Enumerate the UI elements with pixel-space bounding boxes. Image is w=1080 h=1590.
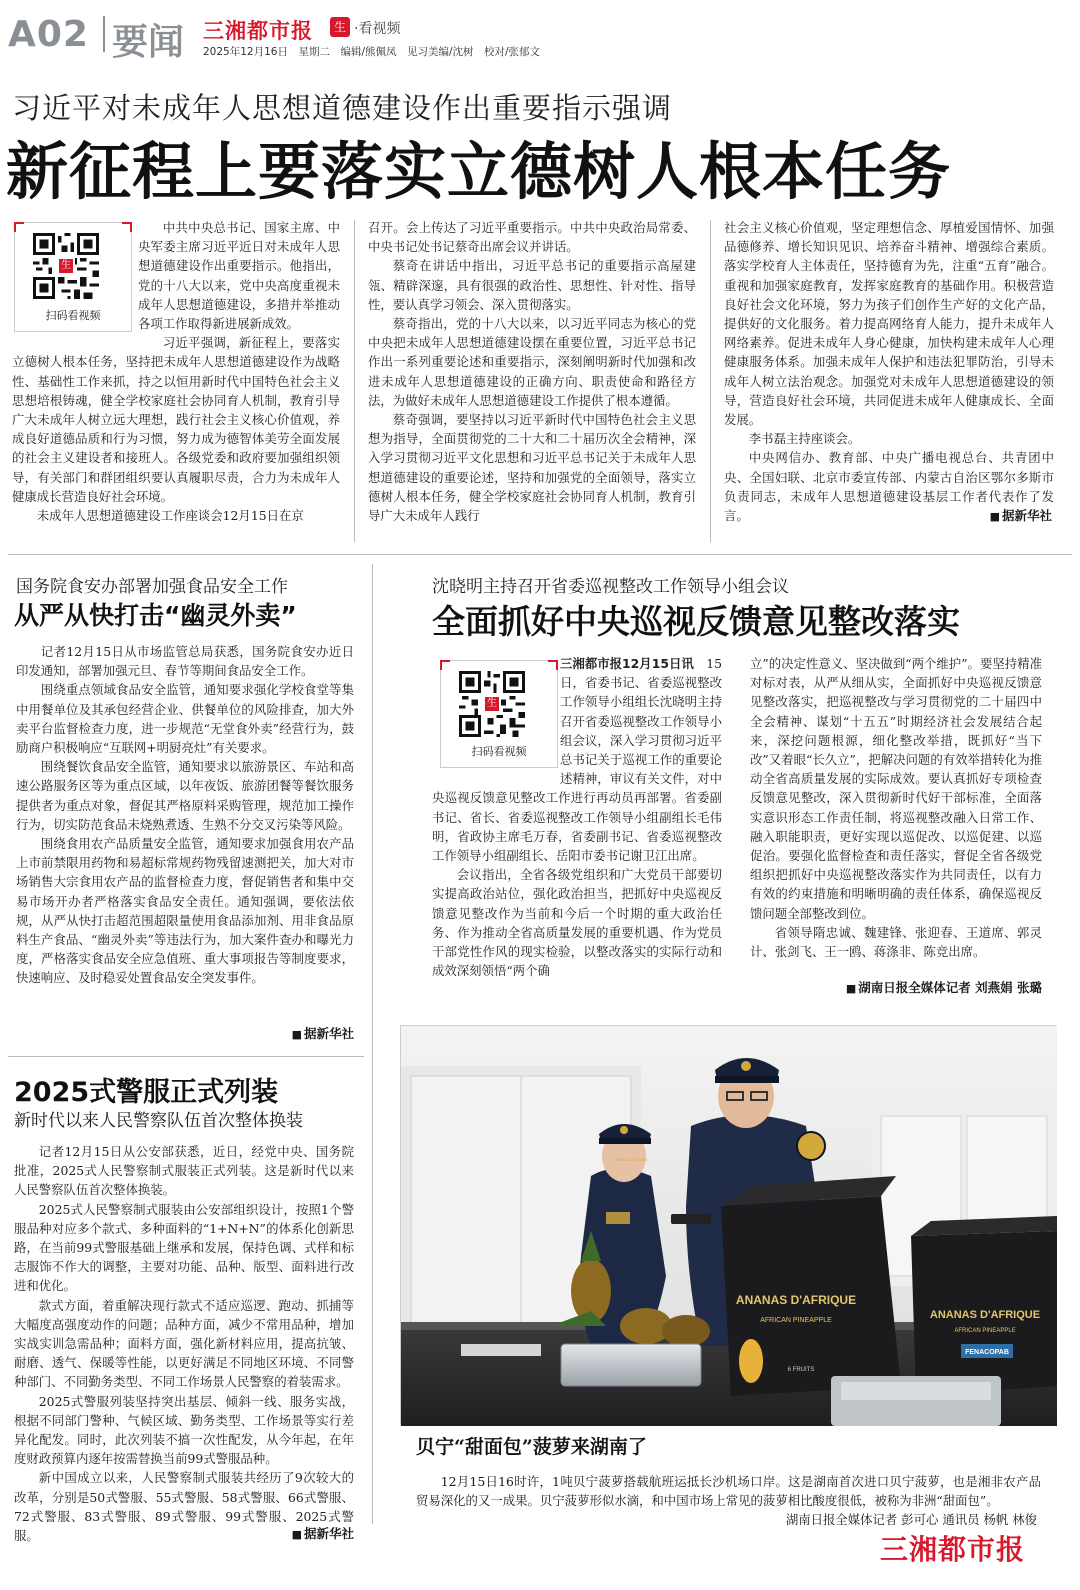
box-right-sublabel: AFRICAN PINEAPPLE xyxy=(954,1328,1016,1334)
food-headline: 从严从快打击“幽灵外卖” xyxy=(14,601,297,630)
police-paragraph: 2025式警服列装坚持突出基层、倾斜一线、服务实战，根据不同部门警种、气候区域、勤务类型、工作场景等实行差异化配发。同时，此次列装不搞一次性配发，从今年起，在年度财政预算内逐年按需替换当前99式警服品种。 xyxy=(14,1393,354,1467)
section-rule xyxy=(8,1056,364,1057)
police-subtitle: 新时代以来人民警察队伍首次整体换装 xyxy=(14,1111,303,1131)
qr-label: 扫码看视频 xyxy=(45,309,101,322)
photo-caption xyxy=(416,1472,1041,1530)
food-kicker: 国务院食安办部署加强食品安全工作 xyxy=(16,577,288,597)
inspection-kicker: 沈晓明主持召开省委巡视整改工作领导小组会议 xyxy=(432,577,789,597)
lead-byline: ■ 据新华社 xyxy=(989,508,1052,523)
inspection-paragraph: 省领导隋忠诚、魏建锋、张迎春、王道席、郭灵计、张剑飞、王一鸥、蒋涤非、陈竞出席。 xyxy=(750,924,1042,960)
lead-paragraph: 未成年人思想道德建设工作座谈会12月15日在京 xyxy=(36,508,304,524)
photo-caption-title: 贝宁“甜面包”菠萝来湖南了 xyxy=(416,1436,647,1458)
footer-masthead-logo: 三湘都市报 xyxy=(880,1533,1026,1566)
police-paragraph: 款式方面，着重解决现行款式不适应巡逻、跑动、抓捕等大幅度高强度动作的问题；品种方面，减少不常用品种，增加实战实训急需品种；面料方面，强化新材料应用，提高抗皱、耐磨、透气、保暖等性能，以更好满足不同地区环境、不同警种部门、不同勤务类型、不同工作场景人民警察的着装需求。 xyxy=(14,1297,354,1390)
section-rule xyxy=(8,554,1072,555)
box-right xyxy=(911,1216,1057,1396)
police-headline: 2025式警服正式列装 xyxy=(14,1077,279,1108)
inspection-dateline: 三湘都市报12月15日讯 xyxy=(560,656,694,671)
officer-badge-text: CHINA CUSTOMS xyxy=(614,1157,648,1162)
paper-sheet xyxy=(461,1344,541,1356)
pineapple-print-icon xyxy=(739,1339,763,1383)
lead-paragraph: 社会主义核心价值观，坚定理想信念、厚植爱国情怀、加强品德修养、增长知识见识、培养奋斗精神、增强综合素质。落实学校育人主体责任，坚持德育为先，注重“五育”融合。重视和加强家庭教育，发挥家庭教育的基础作用。积极营造良好社会文化环境，努力为孩子们创作生产好的文化产品，提供好的文化服务。着力提高网络育人能力，提升未成年人网络素养。促进未成年人身心健康，加快构建未成年人心理健康服务体系。加强未成年人保护和违法犯罪防治，引导未成年人树立法治观念。加强党对未成年人思想道德建设的领导，营造良好社会环境，共同促进未成年人健康成长、全面发展。 xyxy=(724,220,1054,428)
column-rule xyxy=(372,564,373,1524)
qr-logo-icon: 生 xyxy=(57,257,75,275)
column-rule xyxy=(354,220,355,542)
header-divider xyxy=(103,16,105,52)
lead-paragraph: 蔡奇指出，党的十八大以来，以习近平同志为核心的党中央把未成年人思想道德建设摆在重要位置，习近平总书记作出一系列重要论述和重要指示，深刻阐明新时代加强和改进未成年人思想道德建设的正确方向、职责使命和路径方法，为做好未成年人思想道德建设工作提供了根本遵循。 xyxy=(368,316,696,408)
video-brand-icon: 生 xyxy=(330,17,350,37)
food-paragraph: 围绕食用农产品质量安全监管，通知要求加强食用农产品上市前禁限用药物和易超标常规药物残留速测把关，加大对市场销售大宗食用农产品的监督检查力度，督促销售者和集中交易市场开办者严格落实食品安全责任。通知强调，要依法依规，从严从快打击超范围超限量使用食品添加剂、用非食品原料生产食品、“幽灵外卖”等违法行为，加大案件查办和曝光力度，严格落实食品安全应急值班、重大事项报告等制度要求，快速响应、及时稳妥处置食品安全突发事件。 xyxy=(16,836,354,986)
food-paragraph: 围绕重点领域食品安全监管，通知要求强化学校食堂等集中用餐单位及其承包经营企业、供餐单位的风险排查，加大外卖平台监督检查力度，进一步规范“无堂食外卖”经营行为，鼓励商户积极响应“互联网+明厨亮灶”有关要求。 xyxy=(16,682,354,756)
inspection-column-1 xyxy=(432,654,722,996)
box-left-sublabel: AFRICAN PINEAPPLE xyxy=(760,1317,832,1324)
steel-tray xyxy=(561,1344,701,1386)
box-left xyxy=(721,1176,901,1396)
box-left-count: 6 FRUITS xyxy=(787,1367,815,1373)
qr-logo-icon: 生 xyxy=(483,695,501,713)
photo-caption-text: 12月15日16时许，1吨贝宁菠萝搭载航班运抵长沙机场口岸。这是湖南首次进口贝宁菠萝，也是湘非农产品贸易深化的又一成果。贝宁菠萝形似水滴，和中国市场上常见的菠萝相比酸度很低，被称为非洲“甜面包”。 xyxy=(416,1474,1041,1509)
inspection-column-2 xyxy=(750,654,1042,978)
police-paragraph: 记者12月15日从公安部获悉，近日，经党中央、国务院批准，2025式人民警察制式服装正式列装。这是新时代以来人民警察队伍首次整体换装。 xyxy=(14,1144,354,1198)
inspection-paragraph: 三湘都市报12月15日讯 15日，省委书记、省委巡视整改工作领导小组组长沈晓明主持召开省委巡视整改工作领导小组会议，深入学习贯彻习近平总书记关于巡视工作的重要论述精神，审议有关文件，对中央巡视反馈意见整改工作进行再动员再部署。省委副书记、省长、省委巡视整改工作领导小组副组长毛伟明，省政协主席毛万春，省委副书记、省委巡视整改工作领导小组副组长、岳阳市委书记谢卫江出席。 xyxy=(432,656,722,864)
lead-paragraph: 中央网信办、教育部、中央广播电视总台、共青团中央、全国妇联、北京市委宣传部、内蒙古自治区鄂尔多斯市负责同志，未成年人思想道德建设基层工作者代表作了发言。 xyxy=(724,450,1054,524)
inspection-byline: ■ 湖南日报全媒体记者 刘燕娟 张璐 xyxy=(845,980,1042,995)
box-right-brand: FENACOPAB xyxy=(965,1349,1009,1356)
video-brand-label: ·看视频 xyxy=(354,21,401,37)
inspection-paragraph: 会议指出，全省各级党组织和广大党员干部要切实提高政治站位，强化政治担当，把抓好中央巡视反馈意见整改作为当前和今后一个时期的重大政治任务、作为推动全省高质量发展的重要机遇、作为党员干部党性作风的现实检验，以整改落实的实际行动和成效深刻领悟“两个确 xyxy=(432,867,722,979)
food-byline: ■ 据新华社 xyxy=(291,1026,354,1041)
column-rule xyxy=(710,220,711,542)
police-paragraph: 2025式人民警察制式服装由公安部组织设计，按照1个警服品种对应多个款式、多种面料的“1+N+N”的体系化创新思路，在当前99式警服基础上继承和发展，保持色调、式样和标志服饰不作大的调整，主要对功能、品种、版型、面料进行改进和优化。 xyxy=(14,1201,354,1294)
lead-paragraph: 中共中央总书记、国家主席、中央军委主席习近平近日对未成年人思想道德建设作出重要指示。他指出，党的十八大以来，党中央高度重视未成年人思想道德建设，多措并举推动各项工作取得新进展新成效。 xyxy=(138,220,340,332)
police-byline: ■ 据新华社 xyxy=(240,1524,354,1542)
lead-paragraph: 蔡奇强调，要坚持以习近平新时代中国特色社会主义思想为指导，全面贯彻党的二十大和二十届历次全会精神，深入学习贯彻习近平文化思想和习近平总书记关于未成年人思想道德建设的重要论述，坚持和加强党的全面领导，落实立德树人根本任务，健全学校家庭社会协同育人机制，教育引导广大未成年人践行 xyxy=(368,412,696,524)
lead-kicker: 习近平对未成年人思想道德建设作出重要指示强调 xyxy=(12,91,673,125)
date-editor-line: 2025年12月16日 星期二 编辑/熊佩凤 见习美编/沈树 校对/张郁文 xyxy=(203,46,541,58)
news-photo xyxy=(400,1025,1056,1425)
lead-paragraph: 召开。会上传达了习近平重要指示。中共中央政治局常委、中央书记处书记蔡奇出席会议并讲话。 xyxy=(368,220,696,255)
food-paragraph: 围绕餐饮食品安全监管，通知要求以旅游景区、车站和高速公路服务区等为重点区域，以年夜饭、旅游团餐等餐饮服务提供者为重点对象，督促其严格原料采购管理，规范加工操作行为，切实防范食品未烧熟煮透、生熟不分交叉污染等风险。 xyxy=(16,759,354,832)
inspection-paragraph: 立”的决定性意义、坚决做到“两个维护”。要坚持精准对标对表，从严从细从实，全面抓好中央巡视反馈意见整改落实，把巡视整改与学习贯彻党的二十届四中全会精神、谋划“十五五”时期经济社会发展结合起来，深挖问题根源，细化整改举措，既抓好“当下改”又着眼“长久立”，把解决问题的有效举措转化为推动全省高质量发展的实际成效。要认真抓好专项检查反馈意见整改，深入贯彻新时代好干部标准，全面落实意识形态工作责任制，将巡视整改融入日常工作、融入职能职责，更好实现以巡促改、以巡促建、以巡促治。要强化监督检查和责任落实，督促全省各级党组织把抓好中央巡视整改落实作为共同责任，以有力有效的约束措施和明晰明确的责任体系，确保巡视反馈问题全部整改到位。 xyxy=(750,656,1042,921)
box-left-label: ANANAS D'AFRIQUE xyxy=(735,1293,857,1307)
lead-paragraph: 习近平强调，新征程上，要落实立德树人根本任务，坚持把未成年人思想道德建设作为战略性、基础性工作来抓，持之以恒用新时代中国特色社会主义思想培根铸魂，健全学校家庭社会协同育人机制，教育引导广大未成年人树立远大理想，践行社会主义核心价值观，养成良好道德品质和行为习惯，努力成为德智体美劳全面发展的社会主义建设者和接班人。各级党委和政府要加强组织领导，有关部门和群团组织要认真履职尽责，合力为未成年人健康成长营造良好社会环境。 xyxy=(12,335,340,504)
food-paragraph: 记者12月15日从市场监管总局获悉，国务院食安办近日印发通知，部署加强元旦、春节等期间食品安全工作。 xyxy=(16,644,354,679)
food-body xyxy=(16,642,354,1024)
lead-headline: 新征程上要落实立德树人根本任务 xyxy=(6,135,952,208)
photo-credit: 湖南日报全媒体记者 彭可心 通讯员 杨帆 林俊 xyxy=(785,1512,1037,1528)
inspection-headline: 全面抓好中央巡视反馈意见整改落实 xyxy=(432,602,960,641)
lead-column-2 xyxy=(368,218,696,544)
box-right-label: ANANAS D'AFRIQUE xyxy=(929,1309,1041,1321)
qr-label: 扫码看视频 xyxy=(471,745,527,758)
section-name: 要闻 xyxy=(112,22,185,63)
lead-paragraph: 李书磊主持座谈会。 xyxy=(748,431,861,447)
lead-paragraph: 蔡奇在讲话中指出，习近平总书记的重要指示高屋建瓴、精辟深邃，具有很强的政治性、思想性、针对性、指导性，要认真学习领会、深入贯彻落实。 xyxy=(368,258,696,312)
page-number: A02 xyxy=(8,14,89,55)
masthead-logo: 三湘都市报 xyxy=(203,19,313,43)
customs-pineapple-photo xyxy=(401,1026,1057,1426)
lead-column-1 xyxy=(12,218,340,544)
police-paragraph: 新中国成立以来，人民警察制式服装共经历了9次较大的改革，分别是50式警服、55式警服、58式警服、66式警服、72式警服、83式警服、89式警服、99式警服、2025式警服。 xyxy=(14,1470,354,1544)
